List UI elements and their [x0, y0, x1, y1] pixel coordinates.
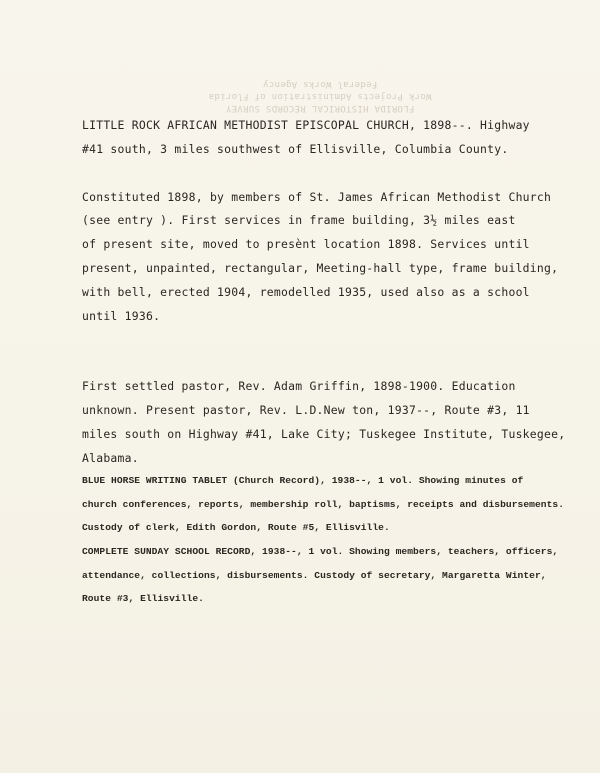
record-line: Custody of clerk, Edith Gordon, Route #5, Ellisville.: [82, 522, 390, 533]
pastor-line: miles south on Highway #41, Lake City; Tuskegee Institute, Tuskegee,: [82, 427, 566, 441]
stamp-line: FLORIDA HISTORICAL RECORDS SURVEY: [225, 103, 415, 113]
record-line: COMPLETE SUNDAY SCHOOL RECORD, 1938--, 1 vol. Showing members, teachers, officers,: [82, 546, 559, 557]
history-line: with bell, erected 1904, remodelled 1935, used also as a school: [82, 285, 530, 299]
pastor-line: unknown. Present pastor, Rev. L.D.New ton, 1937--, Route #3, 11: [82, 403, 530, 417]
record-line: BLUE HORSE WRITING TABLET (Church Record), 1938--, 1 vol. Showing minutes of: [82, 475, 524, 486]
history-line: (see entry ). First services in frame building, 3½ miles east: [82, 213, 516, 227]
entry-heading-line: #41 south, 3 miles southwest of Ellisville, Columbia County.: [82, 142, 509, 156]
history-line: of present site, moved to presènt location 1898. Services until: [82, 237, 530, 251]
entry-heading-line: LITTLE ROCK AFRICAN METHODIST EPISCOPAL CHURCH, 1898--. Highway: [82, 118, 530, 132]
stamp-line: Federal Works Agency: [262, 79, 378, 89]
history-line: present, unpainted, rectangular, Meeting-hall type, frame building,: [82, 261, 559, 275]
pastor-line: Alabama.: [82, 451, 139, 465]
faded-agency-stamp: [180, 78, 460, 114]
stamp-line: Work Projects Administration of Florida: [208, 91, 432, 101]
pastor-line: First settled pastor, Rev. Adam Griffin, 1898-1900. Education: [82, 379, 516, 393]
history-line: Constituted 1898, by members of St. James African Methodist Church: [82, 190, 552, 204]
record-line: attendance, collections, disbursements. Custody of secretary, Margaretta Winter,: [82, 570, 547, 581]
record-line: church conferences, reports, membership roll, baptisms, receipts and disbursements.: [82, 499, 564, 510]
record-line: Route #3, Ellisville.: [82, 593, 204, 604]
history-line: until 1936.: [82, 309, 161, 323]
